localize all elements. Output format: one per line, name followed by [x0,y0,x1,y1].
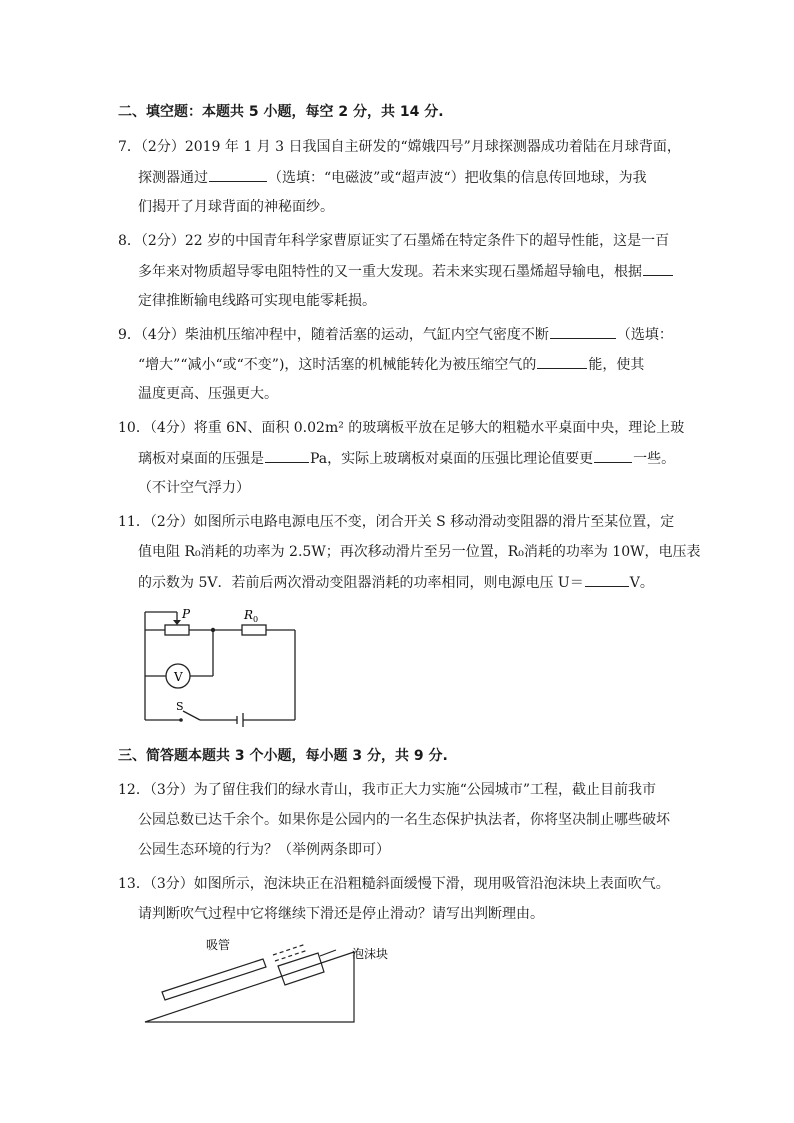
answer-blank[interactable] [537,354,587,369]
resistor-r0 [242,625,266,635]
answer-blank[interactable] [643,261,673,276]
question-9-line-2 [138,354,644,375]
answer-blank[interactable] [209,167,267,182]
question-7-line-3: 们揭开了月球背面的神秘面纱。 [138,199,334,215]
rheostat [165,625,189,635]
question-12-line-1: 12．（3分）为了留住我们的绿水青山，我市正大力实施“公园城市”工程，截止目前我市 [118,782,657,798]
question-8-line-2 [138,261,674,282]
question-10-line-3: （不计空气浮力） [138,480,250,496]
airflow-line [273,944,306,955]
label-p: P [182,607,191,621]
question-11-line-2: 值电阻 R₀消耗的功率为 2.5W；再次移动滑片至另一位置，R₀消耗的功率为 10W，电压表 [138,544,701,560]
question-9-text-a: 9．（4分）柴油机压缩冲程中，随着活塞的运动，气缸内空气密度不断 [118,327,549,343]
question-12-line-2: 公园总数已达千余个。如果你是公园内的一名生态保护执法者，你将坚决制止哪些破坏 [138,812,670,828]
question-10-text-b: Pa，实际上玻璃板对桌面的压强比理论值要更 [310,451,594,467]
question-8-line-3: 定律推断输电线路可实现电能零耗损。 [138,293,376,309]
airflow-line [275,950,308,961]
question-8-line-1: 8．（2分）22 岁的中国青年科学家曹原证实了石墨烯在特定条件下的超导性能，这是一百 [118,233,670,249]
question-9-text-b: （选填： [616,327,673,343]
junction-dot [211,628,215,632]
label-r0: R [244,608,254,622]
switch-contact [179,718,183,722]
question-8-text-a: 多年来对物质超导零电阻特性的又一重大发现。若未来实现石墨烯超导输电，根据 [138,264,642,280]
question-11-text-b: V。 [629,575,654,591]
question-11-text-a: 的示数为 5V．若前后两次滑动变阻器消耗的功率相同，则电源电压 U＝ [138,575,584,591]
question-7-line-1: 7．（2分）2019 年 1 月 3 日我国自主研发的“嫦娥四号”月球探测器成功着陆在月球背面， [118,139,681,155]
question-10-line-2 [138,448,675,469]
switch-lever [183,711,200,720]
straw [162,959,266,1000]
circuit-diagram [140,604,310,730]
question-10-line-1: 10．（4分）将重 6N、面积 0.02m² 的玻璃板平放在足够大的粗糙水平桌面中央，理论上玻 [118,420,685,436]
question-10-text-a: 璃板对桌面的压强是 [138,451,264,467]
question-7-text-b: （选填：“电磁波”或“超声波“）把收集的信息传回地球，为我 [268,170,647,186]
question-9-text-c: “增大”“减小“或“不变”)，这时活塞的机械能转化为被压缩空气的 [138,357,537,373]
answer-blank[interactable] [585,572,629,587]
label-v: V [174,670,183,684]
label-s: S [176,700,184,713]
incline-diagram [140,932,400,1028]
section-header-short-answer: 三、简答题本题共 3 个小题，每小题 3 分，共 9 分. [118,748,448,764]
question-9-text-d: 能，使其 [588,357,645,373]
question-10-text-c: 一些。 [633,451,676,467]
answer-blank[interactable] [550,324,616,339]
label-r0-subscript: 0 [253,615,259,624]
question-11-line-3 [138,572,654,593]
question-7-line-2 [138,167,647,188]
answer-blank[interactable] [594,448,632,463]
slider-arrow-head [173,620,181,625]
question-7-text-a: 探测器通过 [138,170,208,186]
question-9-line-1 [118,324,673,345]
label-straw: 吸管 [206,938,231,952]
question-13-line-2: 请判断吹气过程中它将继续下滑还是停止滑动？请写出判断理由。 [138,906,544,922]
question-11-line-1: 11．（2分）如图所示电路电源电压不变，闭合开关 S 移动滑动变阻器的滑片至某位置，定 [118,514,675,530]
question-9-line-3: 温度更高、压强更大。 [138,386,278,402]
label-foam-block: 泡沫块 [352,947,389,961]
question-13-line-1: 13．（3分）如图所示，泡沫块正在沿粗糙斜面缓慢下滑，现用吸管沿泡沫块上表面吹气。 [118,876,670,892]
answer-blank[interactable] [265,448,309,463]
section-header-fill-in: 二、填空题：本题共 5 小题，每空 2 分，共 14 分. [118,104,444,120]
foam-leader-line [320,950,336,956]
question-12-line-3: 公园生态环境的行为？（举例两条即可） [138,842,390,858]
